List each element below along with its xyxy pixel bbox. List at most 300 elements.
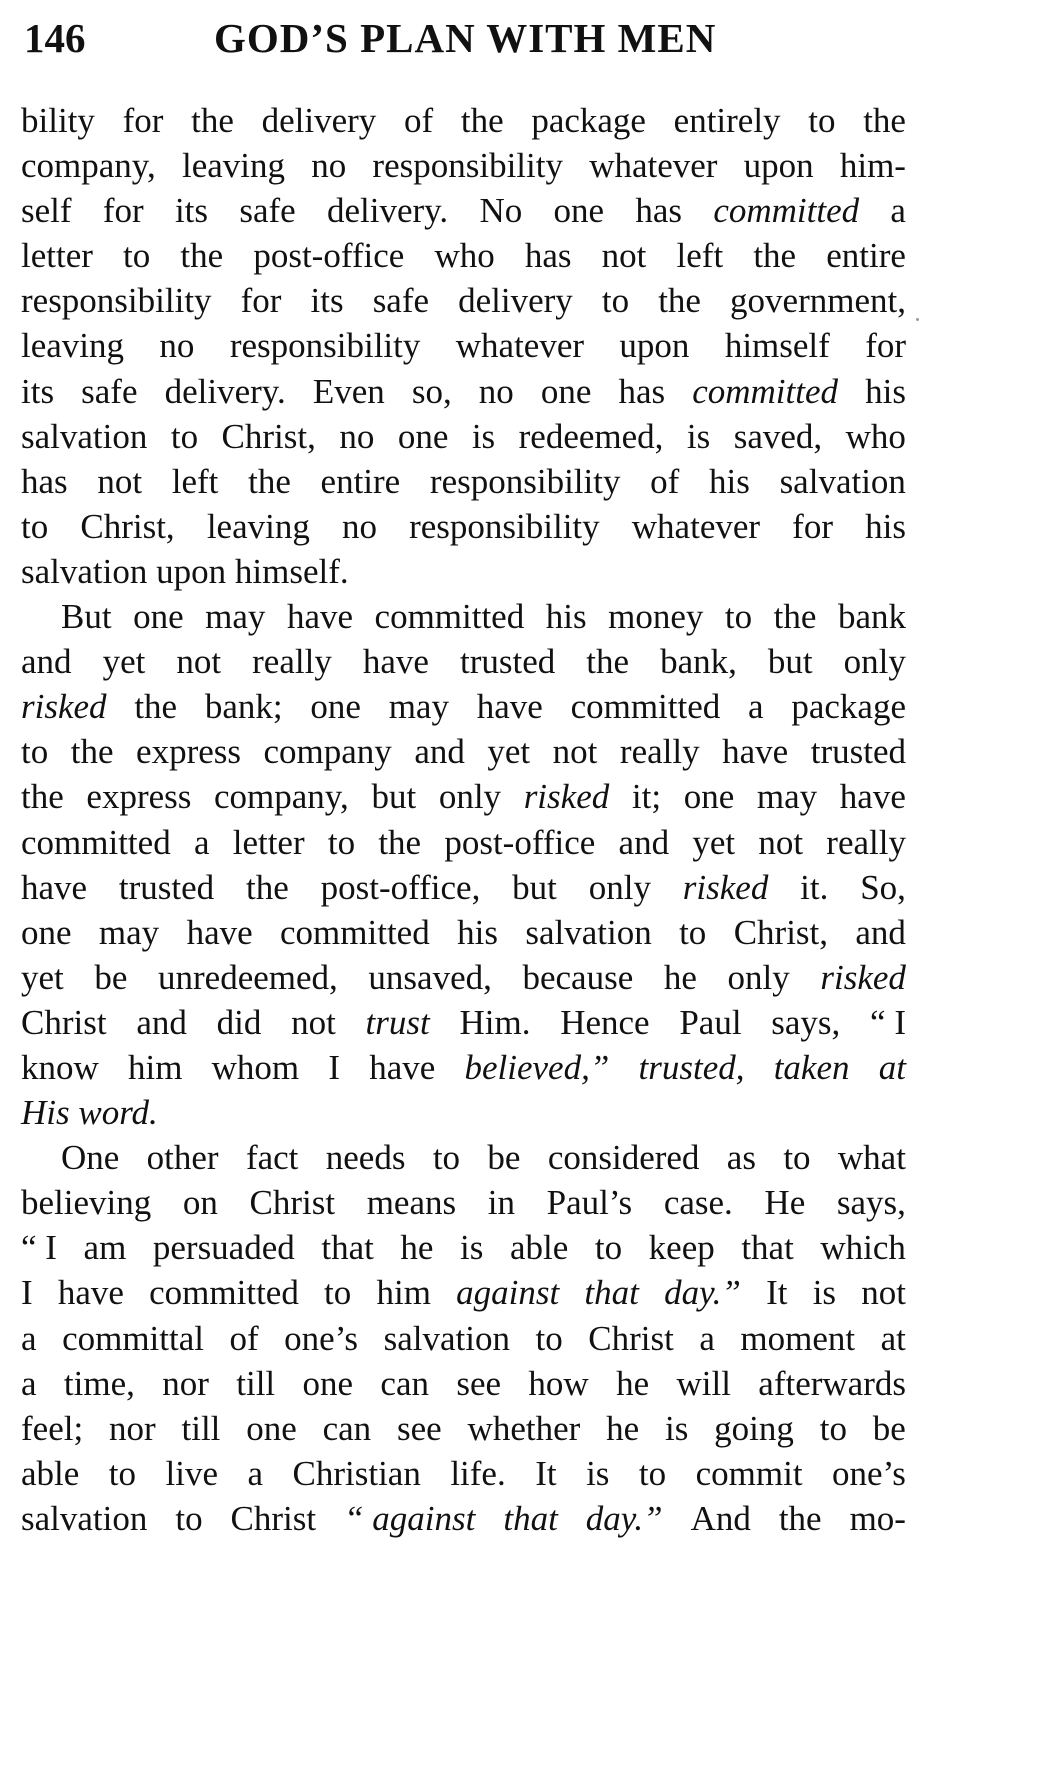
word: his — [865, 506, 906, 546]
word: has — [21, 461, 68, 501]
word: have — [476, 687, 543, 727]
word: who — [434, 236, 495, 276]
word: saved, — [733, 416, 823, 456]
word: “ I — [21, 1228, 57, 1268]
word: he — [400, 1228, 434, 1268]
word: moment — [740, 1318, 856, 1358]
word: have — [839, 777, 906, 817]
word: And — [690, 1498, 751, 1538]
word: salvation — [21, 1498, 148, 1538]
emphasized-word: risked — [21, 687, 107, 727]
word: to — [21, 732, 49, 772]
word: not — [861, 1273, 906, 1313]
word: and — [855, 912, 906, 952]
word: may — [756, 777, 818, 817]
word: how — [528, 1363, 589, 1403]
text-line — [21, 504, 906, 549]
word: see — [397, 1408, 442, 1448]
word: I — [328, 1047, 340, 1087]
word: leaving — [181, 146, 286, 186]
word: to — [601, 281, 630, 321]
text-line — [21, 1406, 906, 1451]
text-line — [21, 1270, 906, 1315]
word: needs — [325, 1138, 406, 1178]
word: Hence — [560, 1002, 650, 1042]
word: not — [291, 1002, 336, 1042]
word: but — [512, 867, 557, 907]
word: no — [341, 506, 377, 546]
word: it; — [631, 777, 662, 817]
word: that — [741, 1228, 794, 1268]
word: whether — [467, 1408, 581, 1448]
word: other — [146, 1138, 219, 1178]
emphasized-word: risked — [682, 867, 769, 907]
text-line — [21, 459, 906, 504]
word: package — [791, 687, 906, 727]
word: see — [456, 1363, 502, 1403]
scan-speck — [916, 318, 919, 321]
word: salvation — [21, 551, 157, 591]
text-line — [21, 1135, 906, 1180]
word: not — [552, 732, 598, 772]
word: going — [714, 1408, 794, 1448]
word: express — [86, 777, 192, 817]
word: delivery. — [164, 371, 286, 411]
emphasized-word: committed — [713, 191, 860, 231]
word: his — [545, 597, 587, 637]
word: safe — [372, 281, 430, 321]
word: the — [753, 236, 797, 276]
word: committed — [21, 822, 171, 862]
word: whatever — [631, 506, 761, 546]
word: life. — [450, 1453, 506, 1493]
word: company — [263, 732, 392, 772]
word: to — [108, 1453, 137, 1493]
word: He — [764, 1183, 806, 1223]
word: one — [310, 687, 361, 727]
text-line — [21, 684, 906, 729]
word: of — [650, 461, 680, 501]
word: Paul — [679, 1002, 742, 1042]
word: the — [378, 822, 422, 862]
text-line — [21, 143, 906, 188]
word: safe — [81, 371, 138, 411]
word: Christ — [230, 1498, 317, 1538]
word: salvation — [21, 416, 148, 456]
word: the — [586, 642, 630, 682]
word: a — [21, 1363, 37, 1403]
word: committal — [62, 1318, 204, 1358]
word: post-office — [444, 822, 596, 862]
running-head — [24, 14, 904, 74]
word: am — [83, 1228, 127, 1268]
word: left — [171, 461, 219, 501]
text-line — [21, 1000, 906, 1045]
word: no — [311, 146, 347, 186]
emphasized-word: risked — [523, 777, 610, 817]
text-line — [21, 865, 906, 910]
word: bank; — [204, 687, 283, 727]
word: a — [748, 687, 764, 727]
word: to — [170, 416, 199, 456]
text-line — [21, 1496, 906, 1541]
text-line — [21, 1225, 906, 1270]
word: he — [616, 1363, 650, 1403]
word: have — [362, 642, 429, 682]
word: considered — [547, 1138, 700, 1178]
word: have — [21, 867, 88, 907]
word: one — [21, 912, 72, 952]
text-line — [21, 910, 906, 955]
word: have — [722, 732, 789, 772]
word: live — [165, 1453, 218, 1493]
emphasized-word: that — [584, 1273, 639, 1313]
emphasized-word: day.” — [664, 1273, 741, 1313]
word: is — [664, 1408, 689, 1448]
word: trusted — [810, 732, 906, 772]
word: case. — [663, 1183, 733, 1223]
word: a — [247, 1453, 264, 1493]
word: really — [619, 732, 700, 772]
word: did — [216, 1002, 262, 1042]
word: only — [843, 642, 906, 682]
word: It — [535, 1453, 557, 1493]
word: to — [324, 1273, 352, 1313]
emphasized-word: committed — [692, 371, 839, 411]
word: self — [21, 191, 72, 231]
word: only — [438, 777, 502, 817]
word: So, — [860, 867, 906, 907]
word: letter — [232, 822, 305, 862]
word: salvation — [383, 1318, 510, 1358]
text-line — [21, 1180, 906, 1225]
emphasized-word: word. — [78, 1093, 158, 1133]
text-line — [21, 414, 906, 459]
word: may — [388, 687, 449, 727]
word: and — [136, 1002, 187, 1042]
word: responsibility — [409, 506, 600, 546]
word: his — [457, 912, 498, 952]
word: only — [588, 867, 651, 907]
word: No — [479, 191, 523, 231]
word: unsaved, — [368, 957, 492, 997]
word: may — [205, 597, 266, 637]
word: his — [709, 461, 750, 501]
word: him — [376, 1273, 431, 1313]
word: entire — [320, 461, 401, 501]
word: has — [618, 371, 666, 411]
word: time, — [63, 1363, 135, 1403]
word: responsibility — [429, 461, 621, 501]
emphasized-word: trust — [365, 1002, 430, 1042]
word: and — [21, 642, 72, 682]
word: means — [366, 1183, 457, 1223]
word: to — [594, 1228, 623, 1268]
word: yet — [692, 822, 736, 862]
word: leaving — [21, 326, 125, 366]
word: its — [21, 371, 55, 411]
text-line — [21, 774, 906, 819]
word: a — [21, 1318, 37, 1358]
word: one — [302, 1363, 354, 1403]
word: to — [327, 822, 356, 862]
word: to — [724, 597, 753, 637]
word: him- — [839, 146, 906, 186]
word: he — [663, 957, 697, 997]
word: leaving — [206, 506, 310, 546]
word: the — [248, 461, 291, 501]
word: one — [246, 1408, 297, 1448]
word: at — [880, 1318, 906, 1358]
word: know — [21, 1047, 99, 1087]
word: no — [159, 326, 195, 366]
word: is — [471, 416, 496, 456]
word: one — [540, 371, 592, 411]
word: redeemed, — [518, 416, 664, 456]
word: be — [94, 957, 128, 997]
word: the — [773, 597, 817, 637]
word: may — [98, 912, 160, 952]
word: Christian — [292, 1453, 421, 1493]
emphasized-word: at — [878, 1047, 906, 1087]
word: he — [606, 1408, 640, 1448]
word: not — [176, 642, 222, 682]
word: is — [812, 1273, 837, 1313]
text-line — [21, 1090, 906, 1135]
word: its — [310, 281, 344, 321]
word: company, — [214, 777, 349, 817]
word: have — [57, 1273, 124, 1313]
word: feel; — [21, 1408, 84, 1448]
word: a — [699, 1318, 715, 1358]
word: no — [478, 371, 514, 411]
word: as — [726, 1138, 756, 1178]
emphasized-word: believed,” — [464, 1047, 610, 1087]
word: one — [553, 191, 605, 231]
word: for — [792, 506, 833, 546]
word: to — [175, 1498, 203, 1538]
word: who — [845, 416, 906, 456]
word: Christ, — [221, 416, 316, 456]
word: the — [180, 236, 224, 276]
word: the — [21, 777, 64, 817]
emphasized-word: risked — [820, 957, 906, 997]
word: to — [21, 506, 49, 546]
word: has — [635, 191, 683, 231]
word: the — [863, 101, 906, 140]
word: only — [727, 957, 790, 997]
word: Christ, — [80, 506, 175, 546]
word: responsibility — [229, 326, 421, 366]
word: one — [397, 416, 449, 456]
word: to — [819, 1408, 847, 1448]
body-text — [21, 98, 906, 1541]
word: I — [21, 1273, 33, 1313]
word: Him. — [459, 1002, 531, 1042]
word: the — [191, 101, 234, 140]
word: not — [758, 822, 804, 862]
word: him — [127, 1047, 183, 1087]
word: believing — [21, 1183, 152, 1223]
word: is — [460, 1228, 484, 1268]
word: that — [321, 1228, 374, 1268]
word: of — [403, 101, 434, 140]
word: the — [460, 101, 504, 140]
word: for — [865, 326, 906, 366]
word: Even — [312, 371, 385, 411]
word: its — [174, 191, 209, 231]
word: yet — [487, 732, 531, 772]
word: his — [865, 371, 906, 411]
word: not — [601, 236, 647, 276]
word: express — [136, 732, 241, 772]
word: of — [229, 1318, 259, 1358]
word: safe — [239, 191, 296, 231]
text-line — [21, 1451, 906, 1496]
word: on — [182, 1183, 218, 1223]
word: upon — [156, 551, 235, 591]
word: committed — [149, 1273, 299, 1313]
word: upon — [619, 326, 690, 366]
word: Christ — [588, 1318, 674, 1358]
word: delivery — [458, 281, 573, 321]
word: one — [683, 777, 735, 817]
word: But — [61, 597, 112, 637]
word: post-office — [253, 236, 405, 276]
word: one’s — [284, 1318, 359, 1358]
word: salvation — [525, 912, 652, 952]
word: has — [524, 236, 572, 276]
word: himself — [724, 326, 830, 366]
word: to — [432, 1138, 461, 1178]
text-line — [21, 594, 906, 639]
word: nor — [109, 1408, 156, 1448]
word: because — [522, 957, 634, 997]
word: delivery — [261, 101, 377, 140]
word: whatever — [589, 146, 718, 186]
word: himself. — [234, 551, 349, 591]
word: no — [339, 416, 375, 456]
word: one — [133, 597, 184, 637]
word: what — [837, 1138, 906, 1178]
word: It — [766, 1273, 788, 1313]
word: till — [236, 1363, 276, 1403]
word: package — [531, 101, 646, 140]
word: government, — [730, 281, 906, 321]
word: able — [21, 1453, 80, 1493]
word: the — [778, 1498, 822, 1538]
word: really — [252, 642, 332, 682]
word: entirely — [673, 101, 781, 140]
word: keep — [648, 1228, 715, 1268]
word: trusted — [118, 867, 215, 907]
text-line — [21, 729, 906, 774]
word: delivery. — [326, 191, 449, 231]
word: money — [608, 597, 704, 637]
word: one’s — [832, 1453, 906, 1493]
word: whom — [211, 1047, 300, 1087]
word: to — [638, 1453, 667, 1493]
word: to — [123, 236, 151, 276]
word: committed — [570, 687, 721, 727]
word: a — [193, 822, 210, 862]
text-line — [21, 549, 906, 594]
word: fact — [245, 1138, 299, 1178]
running-title: GOD’S PLAN WITH MEN — [214, 15, 717, 61]
word: the — [70, 732, 114, 772]
text-line — [21, 1316, 906, 1361]
word: persuaded — [152, 1228, 295, 1268]
word: Christ, — [733, 912, 829, 952]
word: company, — [21, 146, 156, 186]
word: is — [586, 1453, 610, 1493]
word: really — [826, 822, 906, 862]
emphasized-word: day.” — [585, 1498, 663, 1538]
word: but — [371, 777, 417, 817]
word: commit — [695, 1453, 803, 1493]
word: to — [535, 1318, 563, 1358]
word: responsibility — [372, 146, 563, 186]
word: to — [808, 101, 836, 140]
word: letter — [21, 236, 93, 276]
word: to — [679, 912, 707, 952]
word: trusted — [459, 642, 556, 682]
word: so, — [411, 371, 452, 411]
word: post-office, — [320, 867, 481, 907]
word: be — [872, 1408, 906, 1448]
word: the — [658, 281, 701, 321]
word: will — [676, 1363, 731, 1403]
word: Christ — [21, 1002, 107, 1042]
text-line — [21, 188, 906, 233]
word: One — [61, 1138, 120, 1178]
word: but — [767, 642, 813, 682]
word: bank — [837, 597, 906, 637]
emphasized-word: “ against — [344, 1498, 476, 1538]
word: have — [286, 597, 354, 637]
text-line — [21, 955, 906, 1000]
word: upon — [743, 146, 814, 186]
word: salvation — [779, 461, 906, 501]
word: responsibility — [21, 281, 212, 321]
word: be — [487, 1138, 521, 1178]
word: afterwards — [758, 1363, 906, 1403]
word: to — [783, 1138, 811, 1178]
word: bank, — [660, 642, 737, 682]
word: a — [890, 191, 906, 231]
word: says, — [836, 1183, 906, 1223]
text-line — [21, 820, 906, 865]
word: “ I — [870, 1002, 906, 1042]
word: mo- — [849, 1498, 906, 1538]
word: the — [134, 687, 178, 727]
word: nor — [162, 1363, 209, 1403]
word: have — [369, 1047, 436, 1087]
emphasized-word: against — [456, 1273, 560, 1313]
emphasized-word: taken — [773, 1047, 850, 1087]
word: yet — [102, 642, 146, 682]
emphasized-word: His — [21, 1093, 79, 1133]
word: Christ — [249, 1183, 336, 1223]
word: entire — [826, 236, 906, 276]
word: for — [240, 281, 282, 321]
text-line — [21, 1045, 906, 1090]
word: have — [186, 912, 253, 952]
word: for — [122, 101, 164, 140]
word: is — [686, 416, 711, 456]
word: and — [414, 732, 465, 772]
word: can — [380, 1363, 429, 1403]
